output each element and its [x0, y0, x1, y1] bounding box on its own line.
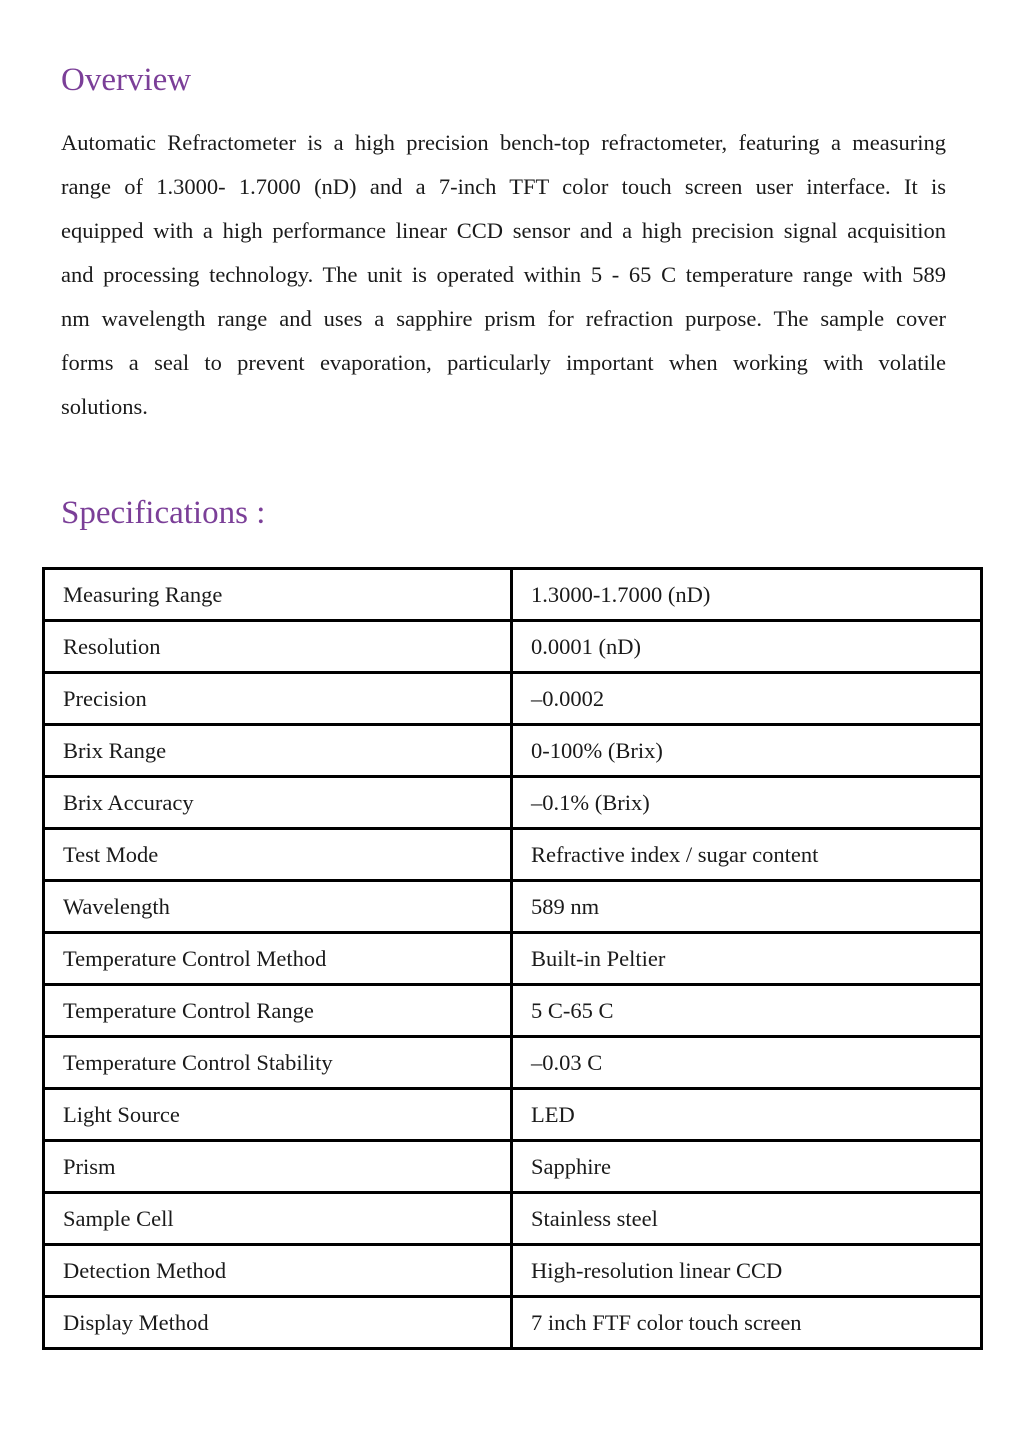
spec-label: Display Method — [44, 1297, 512, 1349]
spec-label: Measuring Range — [44, 569, 512, 621]
table-row — [44, 569, 982, 621]
table-row — [44, 673, 982, 725]
table-row — [44, 1141, 982, 1193]
specifications-heading: Specifications : — [61, 495, 266, 531]
spec-label: Sample Cell — [44, 1193, 512, 1245]
table-row — [44, 1245, 982, 1297]
table-row — [44, 777, 982, 829]
table-row — [44, 1089, 982, 1141]
spec-value: Stainless steel — [512, 1193, 982, 1245]
spec-value: High-resolution linear CCD — [512, 1245, 982, 1297]
table-row — [44, 725, 982, 777]
table-row — [44, 621, 982, 673]
spec-label: Brix Accuracy — [44, 777, 512, 829]
table-row — [44, 985, 982, 1037]
spec-label: Test Mode — [44, 829, 512, 881]
spec-label: Light Source — [44, 1089, 512, 1141]
table-row — [44, 1037, 982, 1089]
table-row — [44, 881, 982, 933]
spec-label: Temperature Control Stability — [44, 1037, 512, 1089]
spec-value: 0.0001 (nD) — [512, 621, 982, 673]
spec-value: Built-in Peltier — [512, 933, 982, 985]
overview-heading: Overview — [61, 62, 192, 98]
spec-label: Temperature Control Method — [44, 933, 512, 985]
spec-value: 5 C-65 C — [512, 985, 982, 1037]
spec-value: 7 inch FTF color touch screen — [512, 1297, 982, 1349]
spec-value: –0.0002 — [512, 673, 982, 725]
spec-value: –0.03 C — [512, 1037, 982, 1089]
spec-value: Sapphire — [512, 1141, 982, 1193]
spec-label: Precision — [44, 673, 512, 725]
spec-value: 589 nm — [512, 881, 982, 933]
spec-value: 0-100% (Brix) — [512, 725, 982, 777]
spec-label: Detection Method — [44, 1245, 512, 1297]
overview-paragraph: Automatic Refractometer is a high precision bench-top refractometer, featuring a measuring range of 1.3000- 1.7000 (nD) and a 7-inch TFT color touch screen user interface. It is equipped with a high performance linear CCD sensor and a high precision signal acquisition and processing technology. The unit is operated within 5 - 65 C temperature range with 589 nm wavelength range and uses a sapphire prism for refraction purpose. The sample cover forms a seal to prevent evaporation, particularly important when working with volatile solutions. — [61, 130, 946, 419]
table-row — [44, 933, 982, 985]
table-row — [44, 1297, 982, 1349]
spec-label: Prism — [44, 1141, 512, 1193]
spec-value: LED — [512, 1089, 982, 1141]
table-row — [44, 1193, 982, 1245]
spec-value: Refractive index / sugar content — [512, 829, 982, 881]
spec-label: Temperature Control Range — [44, 985, 512, 1037]
table-row — [44, 829, 982, 881]
spec-value: –0.1% (Brix) — [512, 777, 982, 829]
spec-label: Brix Range — [44, 725, 512, 777]
specifications-table — [42, 567, 983, 1350]
spec-label: Wavelength — [44, 881, 512, 933]
spec-value: 1.3000-1.7000 (nD) — [512, 569, 982, 621]
spec-label: Resolution — [44, 621, 512, 673]
